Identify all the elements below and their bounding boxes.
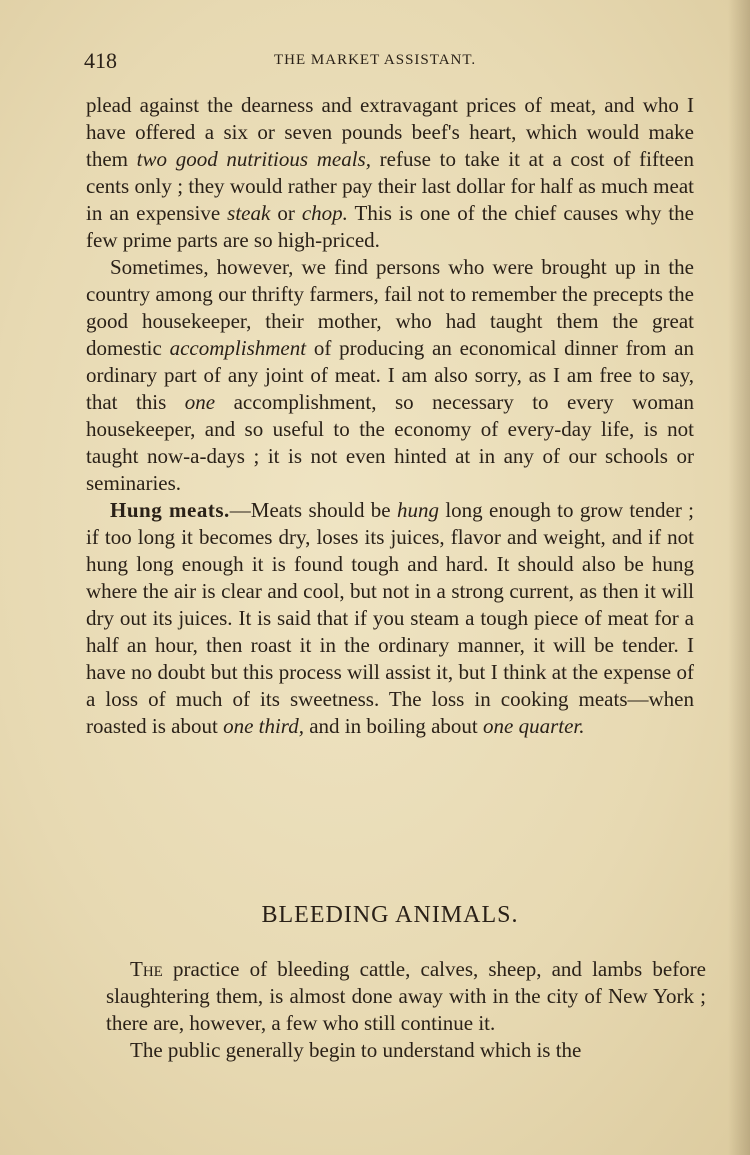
italic-text: one third, [223, 714, 304, 738]
running-title: THE MARKET ASSISTANT. [274, 52, 477, 68]
text: refuse to take it at a cost of fifteen cents only ; they would rather pay their last dollar for half as much meat in an expensive [86, 147, 694, 225]
italic-text: one [184, 390, 216, 414]
text: practice of bleeding cattle, calves, sheep, and lambs before slaughtering them, is almost done away with in the city of New York ; there are, however, a few who still continue it. [106, 957, 706, 1035]
text: of producing an economical dinner from an ordinary part of any joint of meat. I am also sorry, as I am free to say, that this [86, 336, 694, 414]
italic-text: two good nutritious meals, [136, 147, 371, 171]
italic-text: accomplishment [169, 336, 307, 360]
italic-text: steak [227, 201, 271, 225]
page-header [84, 48, 704, 78]
page-number: 418 [84, 48, 117, 73]
text: Sometimes, however, we find persons who were brought up in the country among our thrifty farmers, fail not to remember the precepts the good housekeeper, their mother, who had taught them the great domestic [86, 255, 694, 360]
side-heading: Hung meats. [110, 498, 230, 522]
paragraph-bleeding-1 [106, 956, 706, 1037]
section-title: BLEEDING ANIMALS. [261, 902, 519, 928]
paragraph-hung-meats [86, 497, 694, 740]
text: This is one of the chief causes why the few prime parts are so high-priced. [86, 201, 695, 252]
italic-text: hung [396, 498, 439, 522]
page-gutter-shadow [728, 0, 750, 1155]
italic-text: chop. [301, 201, 348, 225]
paragraph-1 [86, 92, 694, 254]
text: and in boiling about [303, 714, 484, 738]
section-body [106, 956, 706, 1064]
italic-text: one quarter. [483, 714, 585, 738]
text: accomplishment, so necessary to every woman housekeeper, and so useful to the economy of every-day life, is not taught now-a-days ; it is not even hinted at in any of our schools or seminaries. [86, 390, 694, 495]
lead-word: The [130, 957, 163, 981]
page-body [86, 92, 694, 740]
paragraph-bleeding-2: The public generally begin to understand which is the [130, 1038, 582, 1062]
text: or [270, 201, 302, 225]
text: —Meats should be [229, 498, 397, 522]
text: long enough to grow tender ; if too long it becomes dry, loses its juices, flavor and weight, and if not hung long enough it is found tough and hard. It should also be hung where the air is clear and cool, but not in a strong current, as then it will dry out its juices. It is said that if you steam a tough piece of meat for a half an hour, then roast it in the ordinary manner, it will be tender. I have no doubt but this process will assist it, but I think at the expense of a loss of much of its sweetness. The loss in cooking meats—when roasted is about [86, 498, 694, 738]
text: plead against the dearness and extravagant prices of meat, and who I have offered a six or seven pounds beef's heart, which would make them [86, 93, 694, 171]
paragraph-2 [86, 254, 694, 497]
